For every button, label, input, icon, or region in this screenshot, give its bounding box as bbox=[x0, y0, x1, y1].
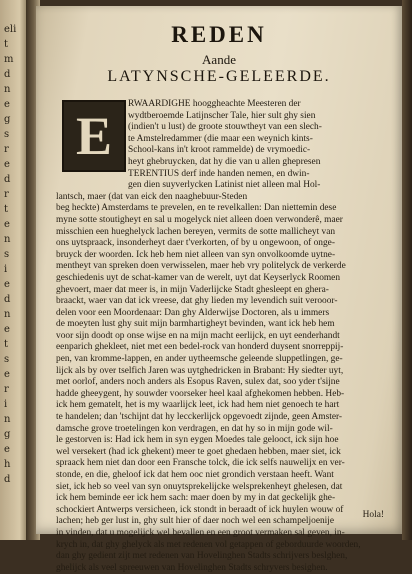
text-line: School-kans in't kroot rammelde) de vrymoedic- bbox=[128, 145, 311, 156]
left-page-edge bbox=[0, 0, 28, 540]
left-page-fragment: t bbox=[4, 204, 9, 215]
text-line: delen voor een Moordenaar: Dan ghy Alderwijse Doctoren, als u immers bbox=[56, 307, 330, 318]
left-page-fragment: t bbox=[4, 339, 9, 350]
text-line: (indien't u lust) de groote stouwtheyt van een slech- bbox=[128, 122, 322, 133]
text-line: in vinden, dat u mogelijck wel bevallen en een groot vermaken sal geven, in- bbox=[56, 527, 345, 538]
text-line: ick hem beminde eer ick hem sach: maer doen by my in dat geckelijk ghe- bbox=[56, 493, 336, 504]
text-line: ons uytspraack, insonderheyt daer t'verkorten, of by u ongewoon, of onge- bbox=[56, 238, 335, 249]
text-line: de moeyten lust ghy suit mijn barmhartigheyt bevinden, want ick heb hem bbox=[56, 319, 335, 330]
left-page-fragment: e bbox=[4, 159, 10, 170]
left-page-fragment: n bbox=[4, 84, 11, 95]
text-line: hadde gheeygent, hy souwder voorseker heel kaal afghekomen hebben. Heb- bbox=[56, 388, 345, 399]
left-page-fragment: i bbox=[4, 264, 8, 275]
text-line: pen, van kromme-lappen, en ander uytheemsche geleende sluppetlingen, ge- bbox=[56, 354, 343, 365]
text-line: RWAARDIGHE hooggheachte Meesteren der bbox=[128, 99, 301, 109]
left-page-fragment: n bbox=[4, 414, 11, 425]
text-line: lantsch, maer (dat van eick den naaghebuur-Steden bbox=[56, 191, 248, 202]
text-line: met oorlof, anders noch anders als Esopus Raven, sulex dat, soo yder t'sijne bbox=[56, 377, 340, 388]
text-line: voor sijn doodt op onse wijse en na mijn macht eerlijck, en uyt eenderhandt bbox=[56, 330, 340, 341]
text-line: ick hem gematelt, het is my waarlijck leet, ick had hem niet genoech te hart bbox=[56, 400, 340, 411]
left-page-fragment: n bbox=[4, 234, 11, 245]
text-line: le gestorven is: Had ick hem in syn eygen Moedes tale gelooct, ick sijn hoe bbox=[56, 435, 339, 446]
page-title: REDEN bbox=[171, 22, 267, 47]
text-line: wel versekert (had ick ghekent) meer te goet ghedaen hebben, maer siet, ick bbox=[56, 446, 341, 457]
text-line: bruyck der woorden. Ick heb hem niet alleen van syn onvolkoomde uytne- bbox=[56, 249, 336, 260]
left-page-fragment: g bbox=[4, 114, 11, 125]
left-page-fragment: e bbox=[4, 444, 10, 455]
text-line: misschien een hueghelyck lachen bereyen, vermits de sotte mallicheyt van bbox=[56, 226, 336, 237]
text-line: te handelen; dan 'tschijnt dat hy lecckerlijck opgevoedt zijnde, geen Amster- bbox=[56, 412, 343, 423]
right-edge bbox=[402, 0, 412, 540]
left-page-fragment: e bbox=[4, 369, 10, 380]
text-line: myne sotte stoutigheyt en sal u mogelyck niet alleen doen verwonderê, maer bbox=[56, 214, 343, 225]
left-page-fragment: m bbox=[4, 54, 14, 65]
left-page-fragment: s bbox=[4, 249, 10, 260]
text-line: geschiedenis uyt de schat-kamer van de werelt, uyt dat Keyserlyck Roomen bbox=[56, 272, 341, 283]
left-page-fragment: n bbox=[4, 309, 11, 320]
text-line: braackt, waer van dat ick vreese, dat ghy lieden my levendich suit verooor- bbox=[56, 296, 338, 307]
left-page-fragment: d bbox=[4, 174, 11, 185]
catchword: Hola! bbox=[362, 510, 384, 520]
left-page-fragment: i bbox=[4, 399, 8, 410]
left-page-fragment: r bbox=[4, 189, 9, 200]
left-page-fragment: t bbox=[4, 39, 9, 50]
text-line: ghelijck als veel spreeuwen van Hovelinghen Stadts schryvers besighen. bbox=[56, 562, 328, 573]
left-page-fragment: d bbox=[4, 69, 11, 80]
text-line: mentheyt van spreken doen verwisselen, maer heb vry politelyck de verkerde bbox=[56, 261, 346, 272]
text-line: dan ghy gedient zijt met redenen van Hovelinghen Stadts schrijvers beslghen, bbox=[56, 551, 348, 562]
text-line: TERENTIUS derf inde handen nemen, en dwin- bbox=[128, 168, 310, 179]
drop-cap-letter: E bbox=[75, 106, 113, 166]
text-line: schockiert Antwerps versicheen, ick stondt in beraadt of ick huylen wouw of bbox=[56, 504, 344, 515]
text-line: wydtberoemde Latijnscher Tale, hier sult ghy sien bbox=[128, 110, 316, 121]
body-text bbox=[56, 99, 382, 574]
text-line: siet, ick heb so veel van syn onuytsprekelijcke welsprekenheyt ghelesen, dat bbox=[56, 481, 343, 492]
text-line: lachen; heb ger lust in, ghy sult hier of daer noch wel een schampeljoenije bbox=[56, 516, 335, 527]
left-page-fragment: h bbox=[4, 459, 11, 470]
left-page-fragment: d bbox=[4, 294, 11, 305]
text-line: eenparich ghekleet, niet met een bedel-rock van honderd duysent snorreppij- bbox=[56, 342, 344, 353]
text-line: stonde, en die, gheloof ick dat hem ooc niet grondich verstaan heeft. Want bbox=[56, 470, 334, 480]
text-line: spraack hem niet dan door een Fransche tolck, die ick selfs nauwelijx en ver- bbox=[56, 458, 345, 469]
text-line: ghevoert, maer dat meer is, in mijn Vaderlijcke Stadt ghesleept en ghera- bbox=[56, 284, 329, 295]
left-page-fragment: s bbox=[4, 354, 10, 365]
text-line: beg heckte) Amsterdams te prevelen, en te revelkallen: Dan niettemin dese bbox=[56, 203, 337, 214]
left-page-fragment: g bbox=[4, 429, 11, 440]
text-line: heyt ghebruycken, dat hy die van u allen ghepresen bbox=[128, 156, 321, 167]
text-line: damsche grove troetelingen kon verdragen, en dat hy so in mijn gode wil- bbox=[56, 423, 333, 434]
book-page bbox=[36, 6, 402, 573]
text-line: te Amstelredammer (die maar een weynich kints- bbox=[128, 133, 313, 144]
left-page-fragment: eli bbox=[4, 24, 17, 35]
text-line: lijck als by over tselfich Jaren was uytghedricken in Brabant: Hy siedter uyt, bbox=[56, 365, 344, 376]
left-page-fragment: d bbox=[4, 474, 11, 485]
left-page-fragment: e bbox=[4, 279, 10, 290]
page-subtitle: Aande bbox=[202, 52, 236, 67]
text-line: krych in, dat ghy ghelyck als met redenen vol getappen of geborduurde woorden, bbox=[56, 539, 361, 550]
left-page-fragment: r bbox=[4, 384, 9, 395]
text-line: gen dien suyverlycken Latinist niet alleen mal Hol- bbox=[128, 180, 321, 191]
page-heading: LATYNSCHE-GELEERDE. bbox=[107, 68, 331, 85]
left-page-fragment: r bbox=[4, 144, 9, 155]
left-page-fragment: e bbox=[4, 219, 10, 230]
left-page-fragment: e bbox=[4, 99, 10, 110]
left-page-fragment: e bbox=[4, 324, 10, 335]
left-page-fragment: s bbox=[4, 129, 10, 140]
